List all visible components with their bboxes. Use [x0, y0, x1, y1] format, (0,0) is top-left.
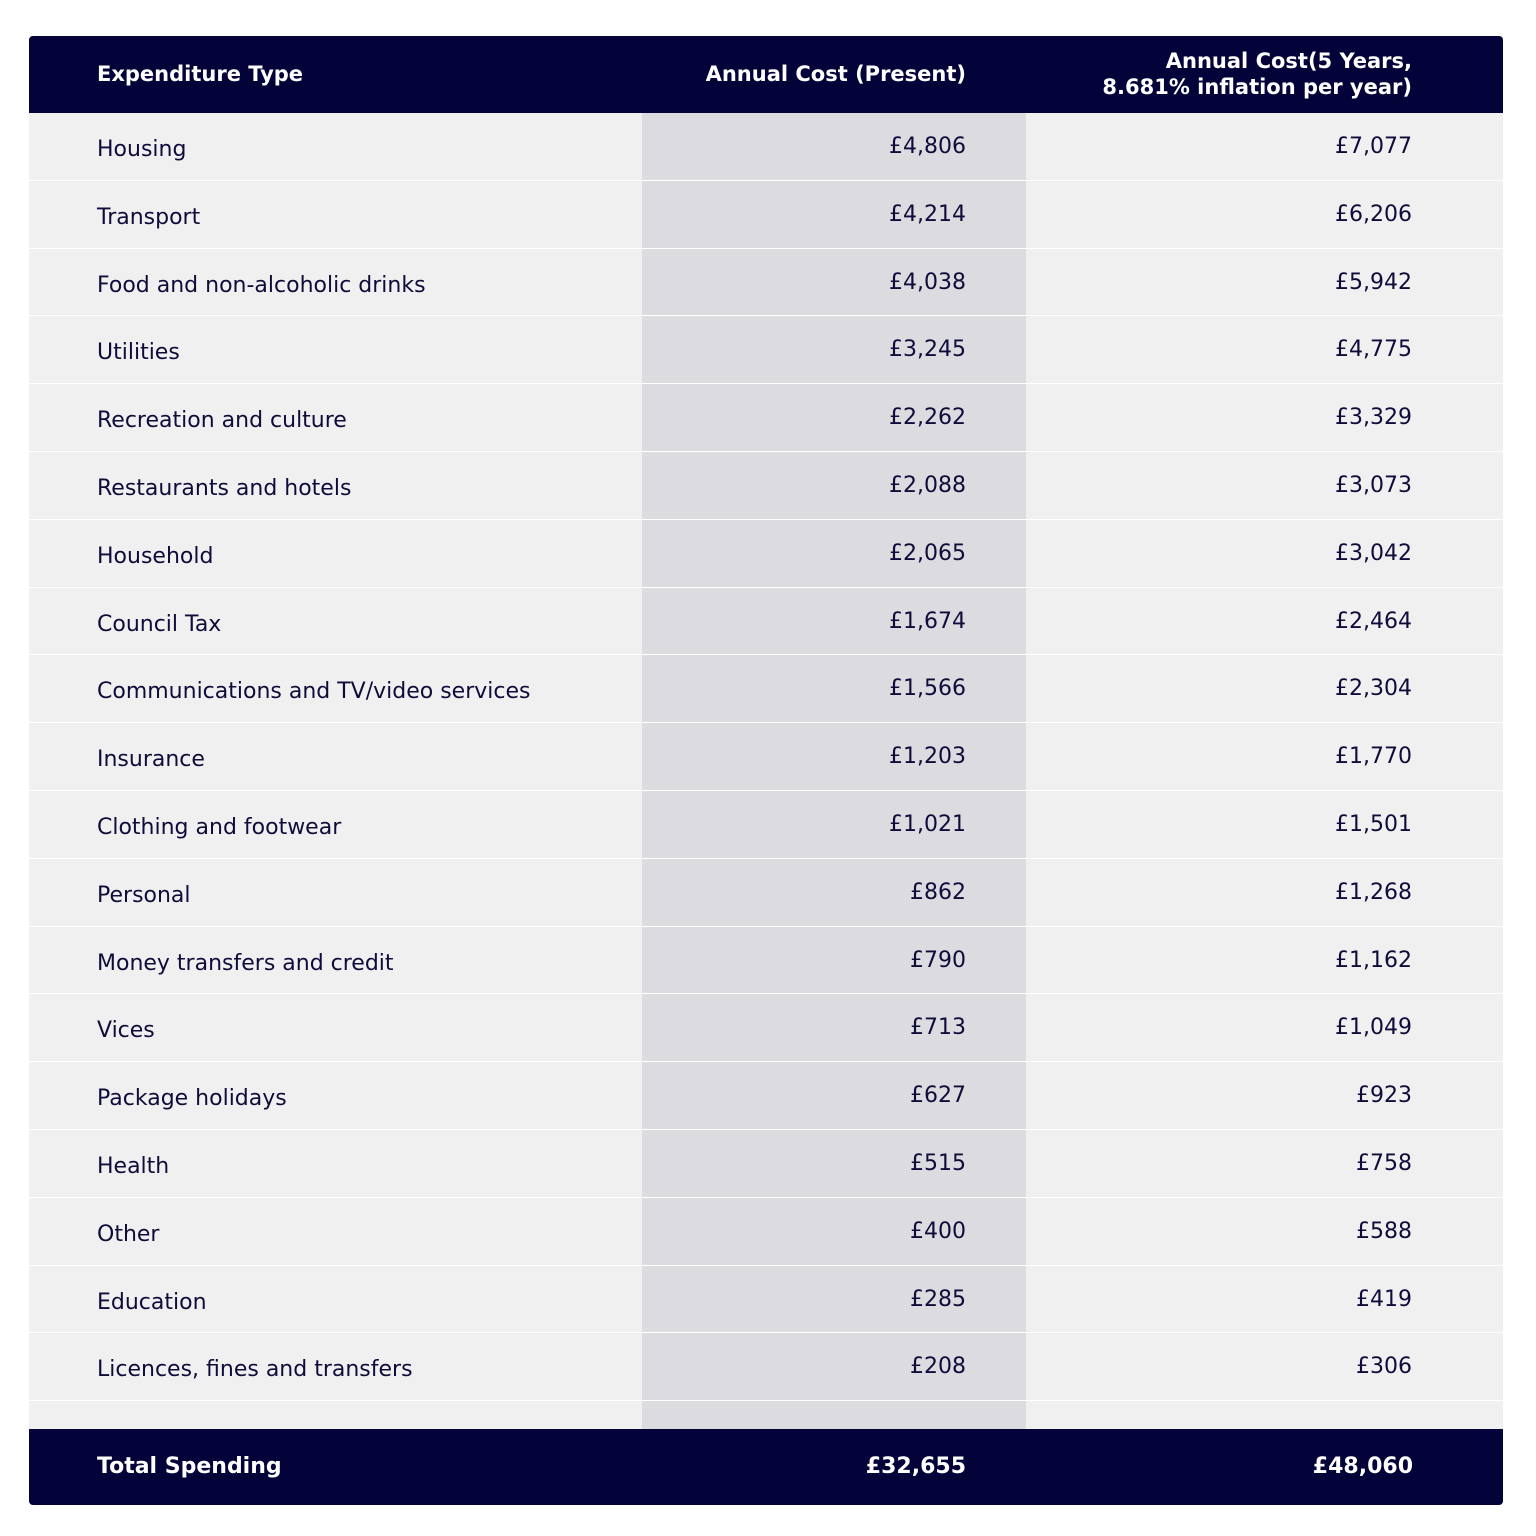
cell-annual-cost-present: £862 [910, 879, 966, 905]
cell-annual-cost-future: £306 [1356, 1354, 1412, 1380]
table-row [29, 1062, 1503, 1130]
table-footer-total [29, 1429, 1503, 1505]
cell-annual-cost-future: £1,501 [1335, 811, 1412, 837]
table-body [29, 113, 1503, 1401]
cell-annual-cost-present: £2,065 [889, 540, 966, 566]
cell-expenditure-type: Licences, fines and transfers [97, 1357, 413, 1383]
cell-annual-cost-present: £285 [910, 1286, 966, 1312]
cell-expenditure-type: Insurance [97, 747, 205, 773]
cell-annual-cost-future: £5,942 [1335, 269, 1412, 295]
cell-expenditure-type: Restaurants and hotels [97, 475, 352, 501]
cell-expenditure-type: Clothing and footwear [97, 814, 342, 840]
cell-annual-cost-future: £3,329 [1335, 405, 1412, 431]
cell-expenditure-type: Housing [97, 137, 187, 162]
table-row [29, 994, 1503, 1062]
cell-expenditure-type: Education [97, 1289, 207, 1315]
header-annual-cost-present: Annual Cost (Present) [705, 62, 966, 86]
cell-annual-cost-present: £1,674 [889, 608, 966, 634]
cell-annual-cost-future: £1,268 [1335, 879, 1412, 905]
cell-annual-cost-present: £4,806 [889, 134, 966, 159]
cell-expenditure-type: Food and non-alcoholic drinks [97, 272, 426, 298]
table-row [29, 452, 1503, 520]
cell-annual-cost-present: £1,203 [889, 744, 966, 770]
cell-annual-cost-future: £2,464 [1335, 608, 1412, 634]
table-row [29, 1198, 1503, 1266]
cell-annual-cost-future: £6,206 [1335, 201, 1412, 227]
table-row [29, 723, 1503, 791]
table-row [29, 1130, 1503, 1198]
cell-expenditure-type: Personal [97, 882, 191, 908]
cell-annual-cost-present: £515 [910, 1150, 966, 1176]
cell-annual-cost-present: £627 [910, 1083, 966, 1109]
cell-annual-cost-present: £400 [910, 1218, 966, 1244]
table-header [29, 36, 1503, 113]
header-annual-cost-future-line2: 8.681% inflation per year) [1102, 75, 1412, 99]
cell-expenditure-type: Package holidays [97, 1086, 287, 1112]
cell-annual-cost-present: £4,214 [889, 201, 966, 227]
table-row [29, 181, 1503, 249]
cell-expenditure-type: Transport [97, 204, 201, 230]
expenditure-table [29, 36, 1503, 1505]
cell-annual-cost-future: £4,775 [1335, 337, 1412, 363]
total-future: £48,060 [1312, 1454, 1413, 1479]
cell-annual-cost-present: £208 [910, 1354, 966, 1380]
cell-annual-cost-future: £758 [1356, 1150, 1412, 1176]
cell-expenditure-type: Household [97, 543, 214, 569]
table-row [29, 1333, 1503, 1401]
table-row [29, 927, 1503, 995]
table-row [29, 113, 1503, 181]
cell-annual-cost-present: £3,245 [889, 337, 966, 363]
cell-annual-cost-future: £1,162 [1335, 947, 1412, 973]
cell-annual-cost-present: £1,566 [889, 676, 966, 702]
table-row [29, 655, 1503, 723]
table-row [29, 588, 1503, 656]
header-annual-cost-future-line1: Annual Cost(5 Years, [1165, 49, 1412, 73]
cell-annual-cost-present: £2,088 [889, 472, 966, 498]
cell-annual-cost-future: £588 [1356, 1218, 1412, 1244]
header-expenditure-type: Expenditure Type [97, 62, 304, 86]
cell-annual-cost-present: £790 [910, 947, 966, 973]
cell-annual-cost-present: £2,262 [889, 405, 966, 431]
cell-annual-cost-future: £3,073 [1335, 472, 1412, 498]
table-row [29, 384, 1503, 452]
cell-annual-cost-present: £1,021 [889, 811, 966, 837]
cell-expenditure-type: Health [97, 1153, 170, 1179]
table-row [29, 859, 1503, 927]
cell-annual-cost-future: £1,049 [1335, 1015, 1412, 1041]
cell-expenditure-type: Other [97, 1221, 160, 1247]
table-row [29, 520, 1503, 588]
cell-annual-cost-future: £3,042 [1335, 540, 1412, 566]
cell-annual-cost-present: £713 [910, 1015, 966, 1041]
cell-expenditure-type: Money transfers and credit [97, 950, 394, 976]
cell-expenditure-type: Vices [97, 1018, 155, 1044]
table-row [29, 791, 1503, 859]
cell-expenditure-type: Recreation and culture [97, 408, 347, 434]
cell-annual-cost-future: £419 [1356, 1286, 1412, 1312]
cell-annual-cost-future: £7,077 [1335, 134, 1412, 159]
cell-expenditure-type: Utilities [97, 340, 180, 366]
cell-expenditure-type: Council Tax [97, 611, 222, 637]
header-annual-cost-future [1102, 48, 1412, 100]
cell-annual-cost-future: £2,304 [1335, 676, 1412, 702]
cell-expenditure-type: Communications and TV/video services [97, 679, 531, 705]
cell-annual-cost-future: £923 [1356, 1083, 1412, 1109]
cell-annual-cost-future: £1,770 [1335, 744, 1412, 770]
total-label: Total Spending [97, 1454, 282, 1479]
total-present: £32,655 [865, 1454, 966, 1479]
table-row [29, 1266, 1503, 1334]
table-row [29, 249, 1503, 317]
table-row [29, 316, 1503, 384]
cell-annual-cost-present: £4,038 [889, 269, 966, 295]
